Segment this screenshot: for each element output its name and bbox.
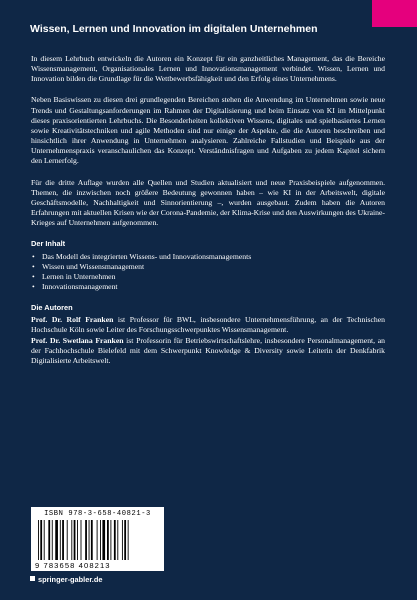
author-name: Prof. Dr. Rolf Franken [31, 315, 114, 325]
barcode-bar [77, 520, 78, 560]
barcode-bar [67, 520, 68, 560]
barcode-bar [55, 520, 58, 560]
inhalt-heading: Der Inhalt [31, 239, 66, 249]
barcode-bar [74, 520, 76, 560]
barcode-bar [40, 520, 42, 560]
barcode-bar [124, 520, 126, 560]
page-title: Wissen, Lernen und Innovation im digitalen Unternehmen [30, 23, 318, 35]
barcode [31, 507, 164, 571]
author-bio: ist Professor für BWL, insbesondere Unternehmensführung, an der Technischen Hochschule Köln sowie Leiter des Forschungsschwerpunktes Wissensmanagement. [31, 315, 385, 335]
barcode-bar [107, 520, 109, 560]
author-name: Prof. Dr. Swetlana Franken [31, 335, 124, 345]
list-item: • Innovationsmanagement [31, 282, 385, 292]
barcode-bar [128, 520, 129, 560]
inhalt-list [31, 252, 385, 293]
barcode-bar [81, 520, 82, 560]
barcode-bar [71, 520, 72, 560]
list-item: • Das Modell des integrierten Wissens- und Innovationsmanagements [31, 252, 385, 262]
barcode-bar [60, 520, 61, 560]
barcode-bar [48, 520, 50, 560]
list-item: • Lernen in Unternehmen [31, 272, 385, 282]
barcode-bar [110, 520, 111, 560]
barcode-bar [89, 520, 90, 560]
barcode-bar [44, 520, 45, 560]
barcode-bar [97, 520, 98, 560]
accent-strip [372, 0, 417, 27]
intro-paragraph: In diesem Lehrbuch entwickeln die Autoren ein Konzept für ein ganzheitliches Management, das die Bereiche Wissensmanagement, Organisationales Lernen und Innovationsmanagement verbindet. Wissen, Lernen und Innovation bilden die Grundlage für die Wettbewerbsfähigkeit und den Erfolg eines Unternehmens. [31, 54, 385, 84]
body-paragraph: Neben Basiswissen zu diesen drei grundlegenden Bereichen stehen die Anwendung im Unternehmen sowie neue Trends und Gestaltungsanforderungen im Rahmen der Digitalisierung und beim Einsatz von KI im Mittelpunkt dieses praxisorientierten Lehrbuchs. Die Besonderheiten kollektiven Wissens, digitales und spielbasiertes Lernen sowie Kreativitätstechniken und agile Methoden sind nur einige der Aspekte, die die Autoren beschreiben und hinsichtlich ihrer Anwendung in Unternehmen analysieren. Zahlreiche Fallstudien und Beispiele aus der Unternehmenspraxis veranschaulichen das Konzept. Verständnisfragen und Aufgaben zu jedem Kapitel sichern den Lernerfolg. [31, 95, 385, 166]
barcode-bar [62, 520, 64, 560]
barcode-bar [122, 520, 123, 560]
barcode-bars [37, 520, 158, 560]
list-item: • Wissen und Wissensmanagement [31, 262, 385, 272]
author-bio: ist Professorin für Betriebswirtschaftslehre, insbesondere Personalmanagement, an der Fachhochschule Bielefeld mit dem Schwerpunkt Knowledge & Diversity sowie Leiterin der Denkfabrik Digitalisierte Arbeitswelt. [31, 335, 385, 365]
isbn-label: ISBN 978-3-658-40821-3 [44, 510, 151, 518]
barcode-bar [102, 520, 105, 560]
barcode-bar [91, 520, 93, 560]
autoren-heading: Die Autoren [31, 303, 73, 313]
barcode-bar [38, 520, 39, 560]
springer-logo-icon [30, 576, 35, 581]
barcode-bar [85, 520, 87, 560]
cover-text [31, 54, 385, 366]
author-entry [31, 336, 385, 366]
publisher-name: springer-gabler.de [38, 575, 103, 584]
barcode-bar [52, 520, 53, 560]
edition-paragraph: Für die dritte Auflage wurden alle Quellen und Studien aktualisiert und neue Praxisbeispiele aufgenommen. Themen, die inzwischen noch größere Bedeutung gewonnen haben – wie KI in der Arbeitswelt, digitale Geschäftsmodelle, Nachhaltigkeit und Sinnorientierung –, wurden ausgebaut. Zudem haben die Autoren Erfahrungen mit aktuellen Krisen wie der Corona-Pandemie, der Klima-Krise und den Auswirkungen des Ukraine-Krieges auf Unternehmen aufgenommen. [31, 177, 385, 228]
barcode-bar [100, 520, 101, 560]
barcode-bar [117, 520, 118, 560]
publisher-url [30, 575, 102, 584]
author-entry [31, 315, 385, 335]
barcode-digits: 9 783658 408213 [35, 561, 111, 570]
barcode-bar [114, 520, 116, 560]
